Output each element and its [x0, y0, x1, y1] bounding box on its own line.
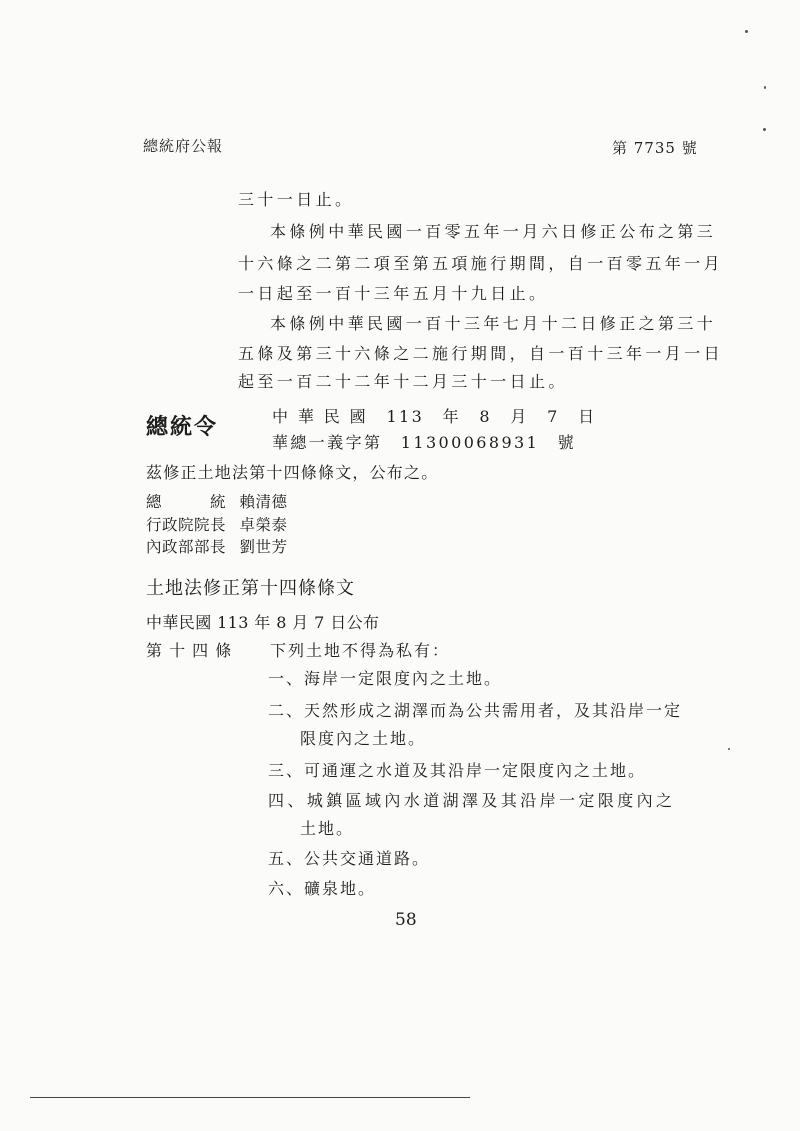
- paragraph-line: 起至一百二十二年十二月三十一日止。: [238, 372, 568, 391]
- signature-title: 總 統: [146, 493, 227, 511]
- order-reference: 華總一義字第 11300068931 號: [272, 433, 576, 452]
- item-number: 一、: [268, 669, 305, 688]
- item-continuation: 土地。: [300, 819, 355, 838]
- article-label: 第 十 四 條: [146, 641, 233, 660]
- item-text: 海岸一定限度內之土地。: [304, 669, 503, 688]
- signature-title: 行政院院長: [146, 516, 227, 534]
- list-item: [268, 758, 646, 781]
- list-item: [268, 698, 682, 721]
- list-item: [268, 846, 430, 869]
- issue-number: 第 7735 號: [612, 139, 698, 157]
- publication-title: 總統府公報: [143, 137, 224, 155]
- list-item: [268, 876, 376, 899]
- page-number: 58: [395, 910, 417, 930]
- law-title: 土地法修正第十四條條文: [146, 578, 355, 599]
- item-text: 礦泉地。: [304, 879, 377, 898]
- signature-row: [146, 535, 287, 557]
- bottom-rule: [30, 1097, 470, 1098]
- promulgation-date: 中華民國 113 年 8 月 7 日公布: [146, 613, 380, 632]
- signature-row: [146, 490, 287, 512]
- item-continuation: 限度內之土地。: [300, 729, 427, 748]
- item-text: 公共交通道路。: [304, 849, 431, 868]
- signature-name: 賴清德: [239, 493, 288, 511]
- paragraph-line: 一日起至一百十三年五月十九日止。: [238, 284, 549, 303]
- paragraph-line: 五條及第三十六條之二施行期間，自一百十三年一月一日: [238, 344, 724, 363]
- paragraph-line: 本條例中華民國一百十三年七月十二日修正之第三十: [270, 314, 717, 333]
- item-text: 可通運之水道及其沿岸一定限度內之土地。: [304, 761, 647, 780]
- order-title: 總統令: [146, 414, 219, 440]
- item-number: 二、: [268, 701, 305, 720]
- item-number: 四、: [268, 791, 307, 810]
- order-body: 茲修正土地法第十四條條文，公布之。: [146, 463, 439, 482]
- item-number: 五、: [268, 849, 305, 868]
- paragraph-line: 十六條之二第二項至第五項施行期間，自一百零五年一月: [238, 254, 724, 273]
- scan-speck: [763, 128, 766, 131]
- item-text: 城鎮區域內水道湖澤及其沿岸一定限度內之: [306, 791, 676, 810]
- scan-speck: [745, 30, 748, 33]
- item-number: 六、: [268, 879, 305, 898]
- signature-row: [146, 513, 287, 535]
- paragraph-line: 本條例中華民國一百零五年一月六日修正公布之第三: [270, 222, 717, 241]
- list-item: [268, 666, 502, 689]
- signature-name: 卓榮泰: [239, 516, 288, 534]
- item-text: 天然形成之湖澤而為公共需用者，及其沿岸一定: [304, 701, 683, 720]
- signature-title: 內政部部長: [146, 538, 227, 556]
- scan-speck: [764, 86, 766, 89]
- item-number: 三、: [268, 761, 305, 780]
- scan-speck: [728, 748, 730, 750]
- continuation-line: 三十一日止。: [238, 190, 355, 209]
- list-item: [268, 788, 675, 811]
- article-intro: 下列土地不得為私有：: [270, 641, 451, 660]
- signature-name: 劉世芳: [239, 538, 288, 556]
- order-date: 中 華 民 國 113 年 8 月 7 日: [272, 407, 597, 426]
